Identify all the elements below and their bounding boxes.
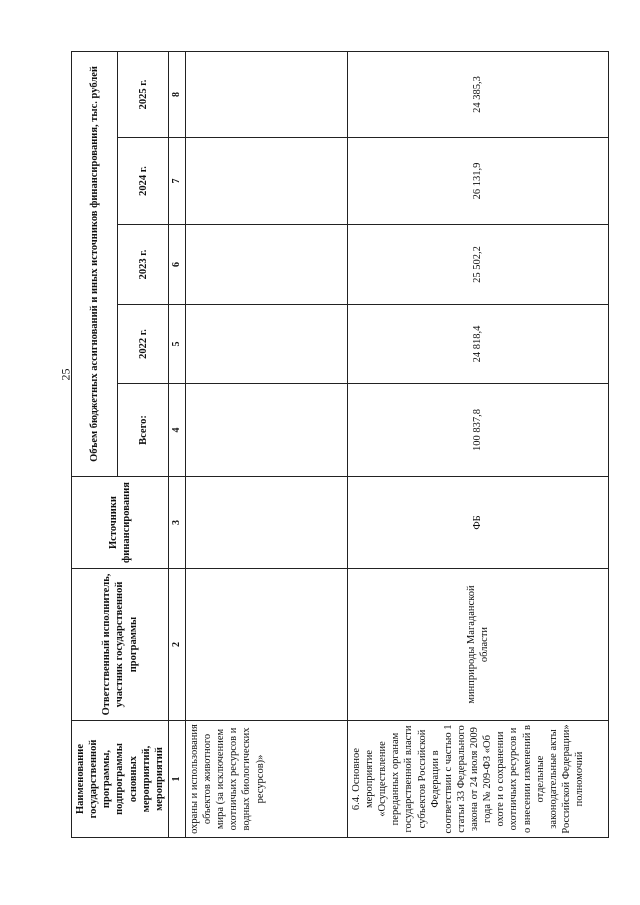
- page-number: 25: [58, 368, 73, 381]
- column-number: 6: [168, 225, 185, 305]
- column-number: 5: [168, 305, 185, 384]
- cell-executor: минприроды Магаданской области: [347, 569, 608, 721]
- financing-table: [71, 51, 609, 838]
- header-2025: 2025 г.: [118, 51, 169, 137]
- column-number: 8: [168, 51, 185, 137]
- cell-2023: 25 502,2: [347, 225, 608, 305]
- header-2023: 2023 г.: [118, 225, 169, 305]
- cell-2024: 26 131,9: [347, 138, 608, 225]
- cell-2022: [185, 305, 347, 384]
- column-number: 7: [168, 138, 185, 225]
- column-number: 4: [168, 384, 185, 477]
- cell-source: ФБ: [347, 477, 608, 569]
- header-program-name: Наименование государственной программы, подпрограммы основных мероприятий, мероприятий: [72, 721, 169, 838]
- rotated-table-container: [71, 52, 597, 838]
- cell-2025: [185, 51, 347, 137]
- cell-2023: [185, 225, 347, 305]
- column-number: 2: [168, 569, 185, 721]
- cell-executor: [185, 569, 347, 721]
- table-row: [347, 51, 608, 837]
- cell-name: 6.4. Основное мероприятие «Осуществление переданных органам государственной власти субъектов Российской Федерации в соответствии с частью 1 статьи 33 Федерального закона от 24 июля 2009 года № 209-ФЗ «Об охоте и о сохранении охотничьих ресурсов и о внесении изменений в отдельные законодательные акты Российской Федерации» полномочий: [347, 721, 608, 838]
- cell-total: [185, 384, 347, 477]
- cell-2025: 24 385,3: [347, 51, 608, 137]
- header-sources: Источники финансирования: [72, 477, 169, 569]
- cell-total: 100 837,8: [347, 384, 608, 477]
- header-total: Всего:: [118, 384, 169, 477]
- column-number-row: [168, 51, 185, 837]
- cell-2022: 24 818,4: [347, 305, 608, 384]
- table-row: [185, 51, 347, 837]
- header-budget-group: Объем бюджетных ассигнований и иных источников финансирования, тыс. рублей: [72, 51, 118, 476]
- cell-2024: [185, 138, 347, 225]
- column-number: 3: [168, 477, 185, 569]
- column-number: 1: [168, 721, 185, 838]
- header-2022: 2022 г.: [118, 305, 169, 384]
- header-row: [72, 51, 118, 837]
- cell-source: [185, 477, 347, 569]
- header-2024: 2024 г.: [118, 138, 169, 225]
- header-executor: Ответственный исполнитель, участник государственной программы: [72, 569, 169, 721]
- cell-name: охраны и использования объектов животного мира (за исключением охотничьих ресурсов и водных биологических ресурсов)»: [185, 721, 347, 838]
